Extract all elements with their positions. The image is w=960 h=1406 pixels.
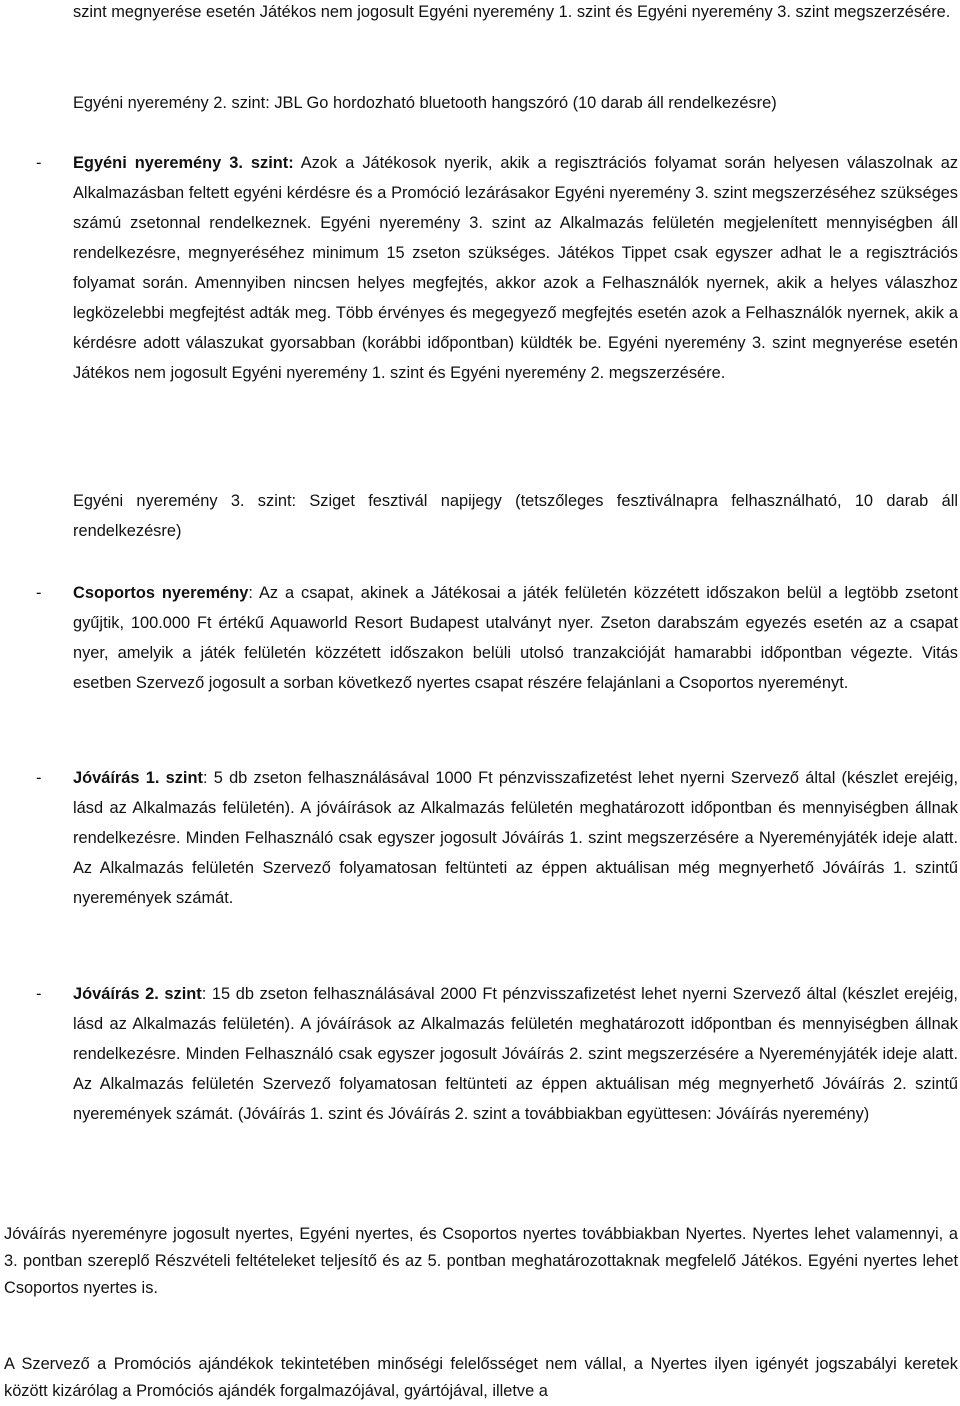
list-item-lead: Egyéni nyeremény 3. szint: <box>73 154 294 172</box>
list-item-body: : Az a csapat, akinek a Játékosai a játék felületén közzétett időszakon belül a legtöbb zsetont gyűjtik, 100.000 Ft értékű Aquaworld Resort Budapest utalványt nyer. Zseton darabszám egyezés esetén az a csapat nyer, amelyik a játék felületén közzétett időszakon belüli utolsó tranzakcióját hamarabbi időpontban végezte. Vitás esetben Szervező jogosult a sorban következő nyertes csapat részére felajánlani a Csoportos nyereményt. <box>73 584 958 692</box>
list-item-lead: Jóváírás 1. szint <box>73 769 203 787</box>
list-dash: - <box>36 584 42 602</box>
list-dash: - <box>36 154 42 172</box>
paragraph-winners-definition: Jóváírás nyereményre jogosult nyertes, Egyéni nyertes, és Csoportos nyertes továbbiakban Nyertes. Nyertes lehet valamennyi, a 3. pontban szereplő Részvételi feltételeket teljesítő és az 5. pontban meghatározottaknak megfelelő Játékos. Egyéni nyertes lehet Csoportos nyertes is. <box>4 1225 958 1297</box>
list-item-body: Azok a Játékosok nyerik, akik a regisztrációs folyamat során helyesen válaszolnak az Alkalmazásban feltett egyéni kérdésre és a Promóció lezárásakor Egyéni nyeremény 3. szint megszerzéséhez szükséges számú zsetonnal rendelkeznek. Egyéni nyeremény 3. szint az Alkalmazás felületén megjelenített mennyiségben áll rendelkezésre, megnyeréséhez minimum 15 zseton szükséges. Játékos Tippet csak egyszer adhat le a regisztrációs folyamat során. Amennyiben nincsen helyes megfejtés, akkor azok a Felhasználók nyernek, akik a helyes válaszhoz legközelebbi megfejtést adták meg. Több érvényes és megegyező megfejtés esetén azok a Felhasználók nyernek, akik a kérdésre adott válaszukat gyorsabban (korábbi időpontban) küldték be. Egyéni nyeremény 3. szint megnyerése esetén Játékos nem jogosult Egyéni nyeremény 1. szint és Egyéni nyeremény 2. megszerzésére. <box>73 154 959 382</box>
list-item-body: : 15 db zseton felhasználásával 2000 Ft pénzvisszafizetést lehet nyerni Szervező által (készlet erejéig, lásd az Alkalmazás felületén). A jóváírások az Alkalmazás felületén meghatározott időpontban és mennyiségben állnak rendelkezésre. Minden Felhasználó csak egyszer jogosult Jóváírás 2. szint megszerzésére a Nyereményjáték ideje alatt. Az Alkalmazás felületén Szervező folyamatosan feltünteti az éppen aktuálisan még megnyerhető Jóváírás 2. szintű nyeremények számát. (Jóváírás 1. szint és Jóváírás 2. szint a továbbiakban együttesen: Jóváírás nyeremény) <box>73 985 958 1123</box>
paragraph-prize-level-3-sziget: Egyéni nyeremény 3. szint: Sziget fesztivál napijegy (tetszőleges fesztiválnapra felhasználható, 10 darab áll rendelkezésre) <box>73 492 958 540</box>
list-item-individual-prize-3 <box>73 148 958 388</box>
list-item-body: : 5 db zseton felhasználásával 1000 Ft pénzvisszafizetést lehet nyerni Szervező által (készlet erejéig, lásd az Alkalmazás felületén). A jóváírások az Alkalmazás felületén meghatározott időpontban és mennyiségben állnak rendelkezésre. Minden Felhasználó csak egyszer jogosult Jóváírás 1. szint megszerzésére a Nyereményjáték ideje alatt. Az Alkalmazás felületén Szervező folyamatosan feltünteti az éppen aktuálisan még megnyerhető Jóváírás 1. szintű nyeremények számát. <box>73 769 958 907</box>
paragraph-prize-level-2: Egyéni nyeremény 2. szint: JBL Go hordozható bluetooth hangszóró (10 darab áll rendelkezésre) <box>73 94 777 112</box>
list-item-credit-level-1 <box>73 763 958 913</box>
paragraph-continuation: szint megnyerése esetén Játékos nem jogosult Egyéni nyeremény 1. szint és Egyéni nyeremény 3. szint megszerzésére. <box>73 3 951 21</box>
list-item-credit-level-2 <box>73 979 958 1129</box>
list-dash: - <box>36 769 42 787</box>
list-item-lead: Jóváírás 2. szint <box>73 985 202 1003</box>
list-item-group-prize <box>73 578 958 698</box>
paragraph-liability: A Szervező a Promóciós ajándékok tekintetében minőségi felelősséget nem vállal, a Nyertes ilyen igényét jogszabályi keretek között kizárólag a Promóciós ajándék forgalmazójával, gyártójával, illetve a <box>4 1355 958 1400</box>
list-item-lead: Csoportos nyeremény <box>73 584 249 602</box>
list-dash: - <box>36 985 42 1003</box>
